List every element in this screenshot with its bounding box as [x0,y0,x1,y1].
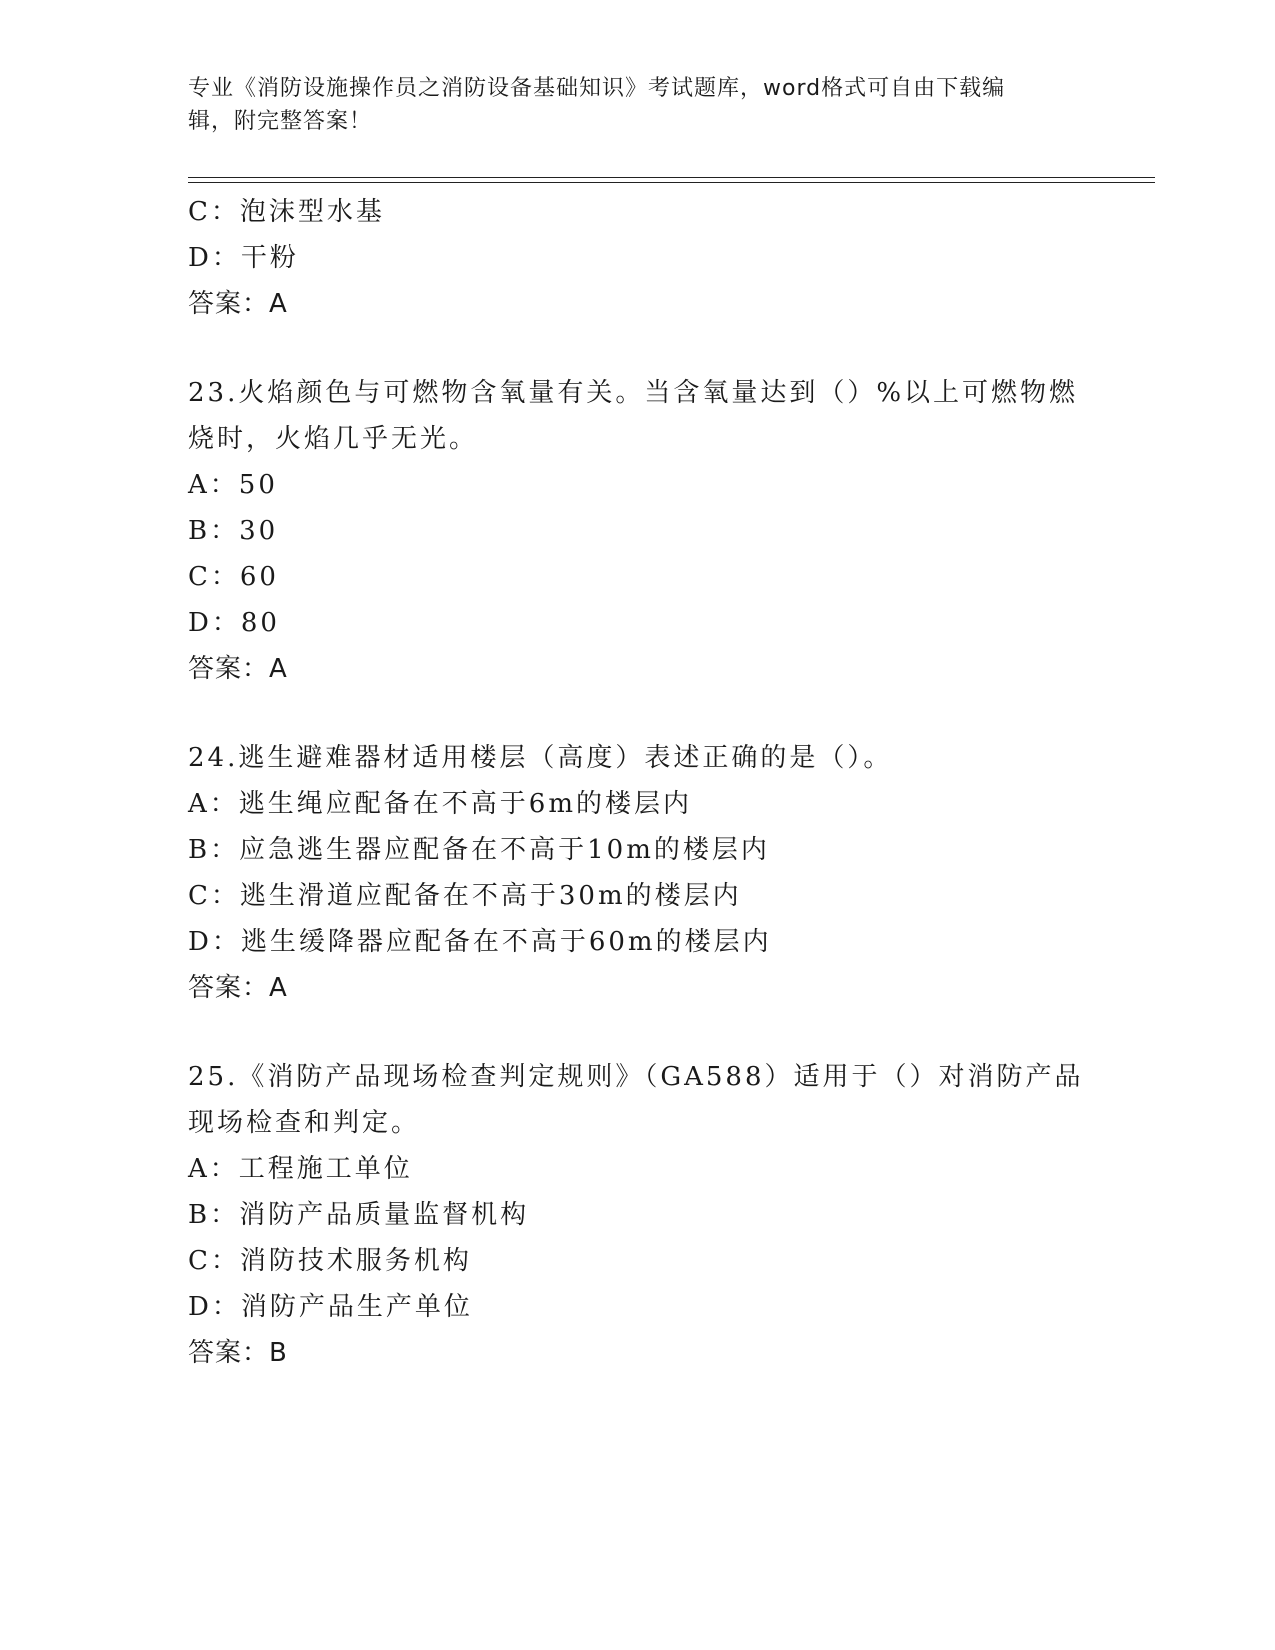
option-b: B：应急逃生器应配备在不高于10m的楼层内 [188,835,770,865]
option-d: D：逃生缓降器应配备在不高于60m的楼层内 [188,927,772,957]
answer: 答案：B [188,1338,288,1368]
question-list [188,189,1088,1376]
option-c: C：逃生滑道应配备在不高于30m的楼层内 [188,881,742,911]
header-divider-bottom [188,182,1155,183]
answer: 答案：A [188,973,288,1003]
header-divider-top [188,177,1155,178]
question-stem-continued: 烧时，火焰几乎无光。 [188,424,479,454]
question-stem: 25.《消防产品现场检查判定规则》（GA588）适用于（）对消防产品 [188,1062,1084,1092]
header-line-2: 辑，附完整答案！ [188,109,373,134]
option-c: C：泡沫型水基 [188,197,385,227]
option-b: B：消防产品质量监督机构 [188,1200,530,1230]
option-a: A：逃生绳应配备在不高于6m的楼层内 [188,789,692,819]
option-b: B：30 [188,516,279,546]
question-stem: 23.火焰颜色与可燃物含氧量有关。当含氧量达到（）%以上可燃物燃 [188,378,1079,408]
option-d: D：80 [188,608,280,638]
option-a: A：工程施工单位 [188,1154,413,1184]
option-a: A：50 [188,470,278,500]
option-d: D：干粉 [188,243,299,273]
document-header [188,72,1068,138]
option-d: D：消防产品生产单位 [188,1292,473,1322]
option-c: C：60 [188,562,279,592]
option-c: C：消防技术服务机构 [188,1246,472,1276]
question-23 [188,370,1088,692]
answer: 答案：A [188,289,288,319]
answer: 答案：A [188,654,288,684]
question-stem: 24.逃生避难器材适用楼层（高度）表述正确的是（）。 [188,743,893,773]
question-22-tail [188,189,1088,327]
question-stem-continued: 现场检查和判定。 [188,1108,421,1138]
header-line-1: 专业《消防设施操作员之消防设备基础知识》考试题库，word格式可自由下载编 [188,76,1006,101]
question-24 [188,735,1088,1011]
question-25 [188,1054,1088,1376]
